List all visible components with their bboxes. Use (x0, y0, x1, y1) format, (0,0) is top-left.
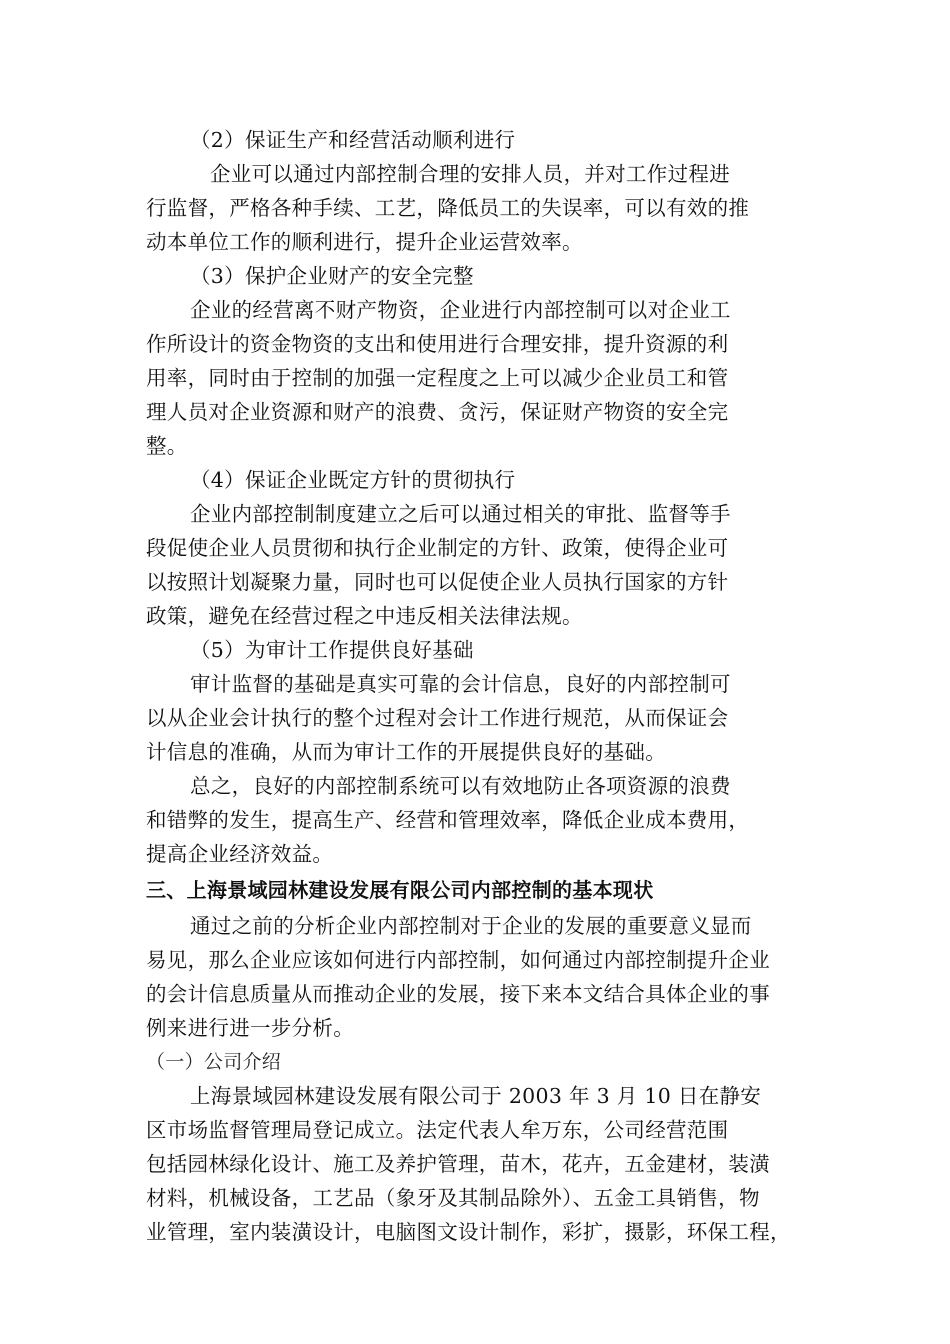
paragraph-line: 段促使企业人员贯彻和执行企业制定的方针、政策，使得企业可 (146, 536, 729, 560)
paragraph-line: 业管理，室内装潢设计，电脑图文设计制作，彩扩，摄影，环保工程， (146, 1220, 791, 1244)
paragraph-line: 企业的经营离不财产物资，企业进行内部控制可以对企业工 (190, 298, 731, 322)
subheading-5: （5）为审计工作提供良好基础 (190, 638, 474, 662)
paragraph-line: 整。 (146, 434, 188, 458)
paragraph-line: 以从企业会计执行的整个过程对会计工作进行规范，从而保证会 (146, 706, 729, 730)
paragraph-line: 计信息的准确，从而为审计工作的开展提供良好的基础。 (146, 740, 666, 764)
paragraph-line: 包括园林绿化设计、施工及养护管理，苗木，花卉，五金建材，装潢 (146, 1152, 770, 1176)
paragraph-line: 区市场监督管理局登记成立。法定代表人牟万东，公司经营范围 (146, 1118, 729, 1142)
subsection-heading: （一）公司介绍 (146, 1051, 282, 1073)
paragraph-line: 和错弊的发生，提高生产、经营和管理效率，降低企业成本费用， (146, 808, 750, 832)
paragraph-line: 用率，同时由于控制的加强一定程度之上可以减少企业员工和管 (146, 366, 729, 390)
paragraph-line: 审计监督的基础是真实可靠的会计信息，良好的内部控制可 (190, 672, 731, 696)
subheading-4: （4）保证企业既定方针的贯彻执行 (190, 468, 516, 492)
section-heading: 三、上海景域园林建设发展有限公司内部控制的基本现状 (146, 878, 654, 902)
paragraph-line: 材料，机械设备，工艺品（象牙及其制品除外）、五金工具销售，物 (146, 1186, 760, 1210)
paragraph-line: 提高企业经济效益。 (146, 842, 334, 866)
paragraph-line: 动本单位工作的顺利进行，提升企业运营效率。 (146, 230, 583, 254)
paragraph-line: 通过之前的分析企业内部控制对于企业的发展的重要意义显而 (190, 914, 752, 938)
paragraph-line: 易见，那么企业应该如何进行内部控制，如何通过内部控制提升企业 (146, 948, 770, 972)
paragraph-line: 上海景域园林建设发展有限公司于 2003 年 3 月 10 日在静安 (190, 1084, 762, 1108)
paragraph-line: 以按照计划凝聚力量，同时也可以促使企业人员执行国家的方针 (146, 570, 729, 594)
paragraph-line: 政策，避免在经营过程之中违反相关法律法规。 (146, 604, 583, 628)
paragraph-line: 的会计信息质量从而推动企业的发展，接下来本文结合具体企业的事 (146, 982, 770, 1006)
paragraph-line: 企业内部控制制度建立之后可以通过相关的审批、监督等手 (190, 502, 731, 526)
subheading-2: （2）保证生产和经营活动顺利进行 (190, 128, 516, 152)
paragraph-line: 总之，良好的内部控制系统可以有效地防止各项资源的浪费 (190, 774, 731, 798)
paragraph-line: 企业可以通过内部控制合理的安排人员，并对工作过程进 (210, 162, 730, 186)
paragraph-line: 理人员对企业资源和财产的浪费、贪污，保证财产物资的安全完 (146, 400, 729, 424)
paragraph-line: 行监督，严格各种手续、工艺，降低员工的失误率，可以有效的推 (146, 196, 750, 220)
paragraph-line: 作所设计的资金物资的支出和使用进行合理安排，提升资源的利 (146, 332, 729, 356)
paragraph-line: 例来进行进一步分析。 (146, 1016, 354, 1040)
subheading-3: （3）保护企业财产的安全完整 (190, 264, 474, 288)
